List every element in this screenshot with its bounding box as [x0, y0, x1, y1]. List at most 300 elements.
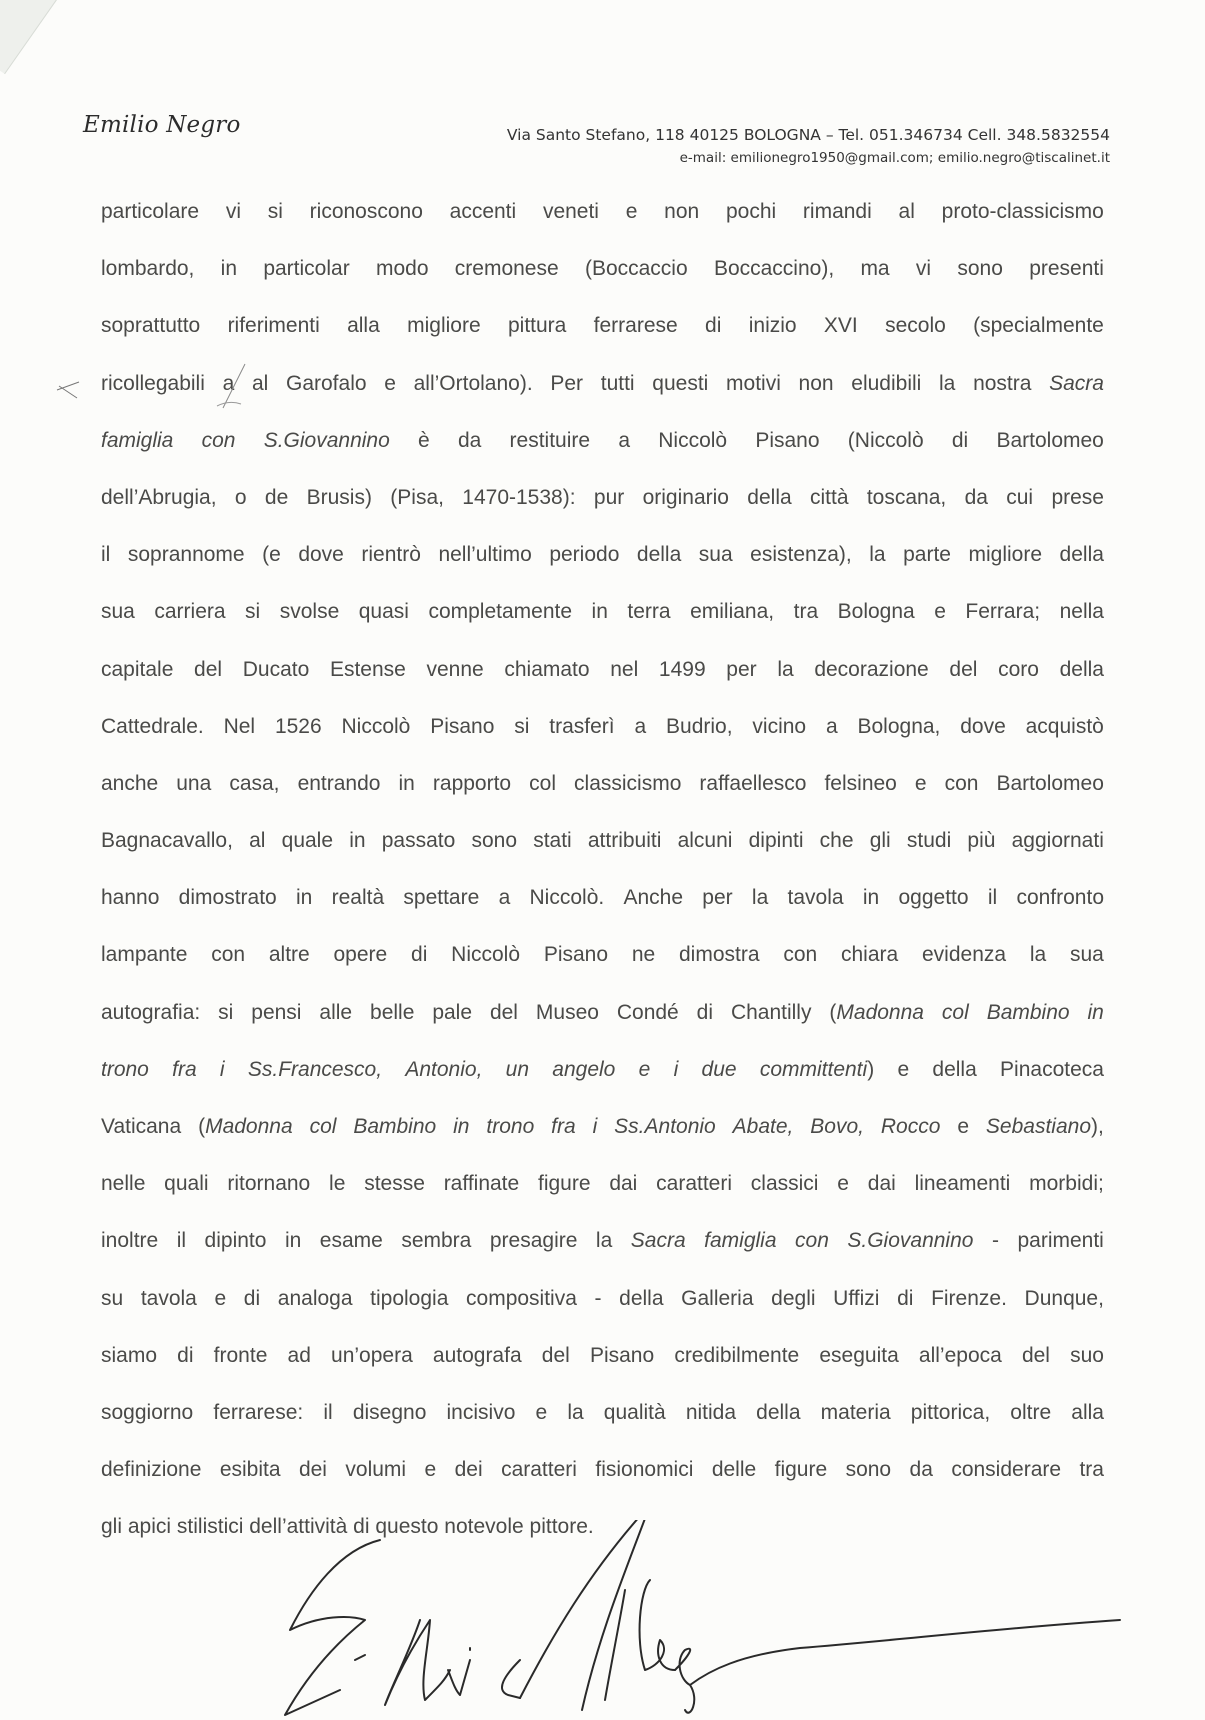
text-line [101, 199, 1104, 256]
word: nitida [685, 1400, 737, 1424]
word: analoga [277, 1286, 353, 1310]
word: soprannome [127, 543, 245, 567]
word: il [987, 886, 998, 910]
word: da [457, 428, 482, 452]
word: ferrarese [593, 314, 678, 338]
word: motivi [726, 371, 781, 395]
word: nell’ultimo [438, 543, 532, 567]
word: in [862, 886, 880, 910]
word: presagire [489, 1229, 578, 1253]
word: in [284, 1229, 302, 1253]
word: a [498, 886, 511, 910]
word: la [751, 886, 769, 910]
word: trono [101, 1057, 149, 1081]
word: carriera [154, 600, 226, 624]
word: fronte [213, 1343, 268, 1367]
word: Ducato [242, 657, 310, 681]
word: del [949, 657, 978, 681]
word: Chantilly [730, 1000, 812, 1024]
word: fra [172, 1057, 197, 1081]
word: di [696, 1000, 714, 1024]
word: Bagnacavallo, [101, 829, 233, 853]
word: Pisano [755, 428, 820, 452]
text-line [101, 828, 1104, 885]
word: Ss.Antonio [614, 1115, 716, 1138]
word: ad [287, 1343, 311, 1367]
word: considerare [951, 1458, 1062, 1482]
word: originario [642, 485, 729, 509]
word: 1470-1538): [462, 485, 576, 509]
word: suo [1070, 1343, 1104, 1367]
word: Brusis) [306, 485, 372, 509]
text-line [101, 771, 1104, 828]
word: e [424, 1458, 437, 1482]
text-line [101, 657, 1104, 714]
word: a [634, 714, 647, 738]
word: due [701, 1057, 737, 1081]
word: (Madonna [198, 1115, 293, 1138]
word: e [897, 1057, 910, 1081]
word: dove [298, 543, 344, 567]
word: Bartolomeo [996, 428, 1104, 452]
text-line [101, 542, 1104, 599]
word: parimenti [1017, 1229, 1104, 1253]
word: trasferì [549, 714, 615, 738]
word: emiliana, [690, 600, 775, 624]
word: vi [225, 200, 241, 223]
word: eludibili [851, 371, 922, 395]
word: trono [486, 1115, 535, 1138]
word: S.Giovannino [847, 1229, 974, 1253]
word: soggiorno [101, 1400, 194, 1424]
word: rientrò [361, 543, 421, 567]
word: col [309, 1115, 337, 1138]
word: di [705, 314, 722, 338]
word: con [795, 1229, 829, 1253]
word: a [618, 428, 630, 452]
word: stati [533, 829, 572, 853]
word: Ferrara; [965, 600, 1041, 624]
word: oltre [1010, 1400, 1052, 1424]
word: dei [298, 1458, 327, 1482]
text-line [101, 1286, 1104, 1343]
word: autografia: [101, 1000, 201, 1024]
word: delle [711, 1458, 757, 1482]
word: veneti [542, 200, 599, 223]
word: riferimenti [227, 314, 320, 338]
word: la [869, 543, 886, 567]
word: caratteri [656, 1172, 732, 1196]
word: con [211, 943, 246, 967]
text-line [101, 1343, 1104, 1400]
word: Museo [535, 1000, 599, 1024]
word: notevole [444, 1515, 524, 1539]
strikethrough-mark-icon [215, 362, 255, 412]
word: pittorica, [910, 1400, 991, 1424]
text-line [101, 256, 1104, 313]
word: e [638, 1057, 651, 1081]
word: in [295, 886, 313, 910]
word: vi [915, 257, 932, 281]
word: S.Giovannino [263, 428, 390, 452]
word: eseguita [819, 1343, 899, 1367]
word: gli [101, 1515, 123, 1539]
word: col [529, 771, 556, 795]
word: siamo [101, 1343, 158, 1367]
word: su [101, 1286, 124, 1310]
word: città [810, 485, 849, 509]
word: in [220, 257, 238, 281]
word: sua [698, 543, 733, 567]
word: in [453, 1115, 470, 1138]
text-line [101, 942, 1104, 999]
word: Bambino [986, 1000, 1070, 1024]
word: a [222, 371, 235, 395]
word: in [349, 829, 366, 853]
word: dell’attività [249, 1515, 348, 1539]
word: Boccaccino), [713, 257, 835, 281]
word: e [934, 600, 946, 624]
word: per [726, 657, 757, 681]
word: Bambino [353, 1115, 437, 1138]
word: Budrio, [666, 714, 733, 738]
word: con [944, 771, 979, 795]
word: a [825, 714, 838, 738]
word: 1499 [658, 657, 706, 681]
word: della [756, 1400, 801, 1424]
word: svolse [279, 600, 340, 624]
word: Sacra [1049, 371, 1104, 395]
word: della [619, 1286, 664, 1310]
word: entrando [297, 771, 381, 795]
text-line [101, 1400, 1104, 1457]
word: esibita [219, 1458, 281, 1482]
word: coro [998, 657, 1039, 681]
word: si [267, 200, 283, 223]
word: rimandi [802, 200, 872, 223]
word: toscana, [866, 485, 947, 509]
word: Niccolò. [529, 886, 605, 910]
word: Condé [616, 1000, 679, 1024]
word: il [101, 543, 111, 567]
word: si [245, 600, 261, 624]
word: Uffizi [833, 1286, 880, 1310]
word: dimostra [679, 943, 760, 967]
word: esame [319, 1229, 383, 1253]
word: sono [957, 257, 1003, 281]
word: morbidi; [1029, 1172, 1104, 1196]
word: riconoscono [309, 200, 423, 223]
word: non [664, 200, 700, 223]
word: nelle [101, 1172, 146, 1196]
word: Firenze. [931, 1286, 1007, 1310]
word: di [951, 428, 969, 452]
word: Pisano [543, 943, 609, 967]
word: rapporto [432, 771, 512, 795]
word: dei [454, 1458, 483, 1482]
word: belle [370, 1000, 415, 1024]
word: ritornano [227, 1172, 311, 1196]
word: venne [426, 657, 484, 681]
word: della [747, 485, 792, 509]
word: altre [268, 943, 310, 967]
word: raffaellesco [699, 771, 807, 795]
word: hanno [101, 886, 160, 910]
word: lombardo, [101, 257, 195, 281]
word: studi [906, 829, 952, 853]
word: la [567, 1400, 584, 1424]
word: (e [262, 543, 281, 567]
word: periodo [549, 543, 620, 567]
word: prese [1051, 485, 1104, 509]
word: tavola [140, 1286, 197, 1310]
word: migliore [968, 543, 1043, 567]
word: modo [375, 257, 429, 281]
word: alla [1071, 1400, 1104, 1424]
word: esistenza), [750, 543, 852, 567]
word: Bologna [837, 600, 915, 624]
word: quale [281, 829, 334, 853]
word: passato [381, 829, 456, 853]
word: de [264, 485, 289, 509]
word: (Boccaccio [584, 257, 688, 281]
word: il [176, 1229, 187, 1253]
word: Pisano [430, 714, 495, 738]
word: particolare [101, 200, 200, 223]
word: più [967, 829, 996, 853]
word: Estense [329, 657, 406, 681]
word: di [411, 943, 428, 967]
word: è [418, 428, 430, 452]
word: stilistici [176, 1515, 244, 1539]
word: casa, [229, 771, 280, 795]
word: attribuiti [587, 829, 662, 853]
word: famiglia [101, 428, 174, 452]
word: (specialmente [973, 314, 1104, 338]
word: del [541, 1343, 570, 1367]
word: incisivo [446, 1400, 516, 1424]
word: autografa [432, 1343, 522, 1367]
handwritten-signature [280, 1520, 1130, 1720]
text-line [101, 1457, 1104, 1514]
word: nel [610, 657, 639, 681]
word: di [353, 1515, 370, 1539]
word: gli [869, 829, 891, 853]
word: angelo [552, 1057, 616, 1081]
word: credibilmente [674, 1343, 800, 1367]
word: inizio [748, 314, 797, 338]
folded-page-corner [0, 0, 62, 74]
word: da [964, 485, 988, 509]
word: pittore. [529, 1515, 594, 1539]
word: al [249, 829, 266, 853]
word: la [595, 1229, 613, 1253]
word: Bovo, [810, 1115, 864, 1138]
word: un [505, 1057, 530, 1081]
word: Pinacoteca [1000, 1057, 1104, 1081]
word: Antonio, [405, 1057, 483, 1081]
word: raffinate [443, 1172, 520, 1196]
letterhead-contact [507, 124, 1110, 170]
word: classici [750, 1172, 819, 1196]
word: pochi [725, 200, 777, 223]
word: Bartolomeo [996, 771, 1104, 795]
letterhead-address: Via Santo Stefano, 118 40125 BOLOGNA – Tel. 051.346734 Cell. 348.5832554 [506, 126, 1110, 144]
word: sono [845, 1458, 892, 1482]
text-line [101, 885, 1104, 942]
word: figure [774, 1458, 828, 1482]
word: vicino [752, 714, 807, 738]
word: stesse [364, 1172, 425, 1196]
word: sua [101, 600, 135, 624]
word: definizione [101, 1458, 202, 1482]
word: secolo [885, 314, 946, 338]
word: Niccolò [451, 943, 521, 967]
word: dai [867, 1172, 896, 1196]
word: e [625, 200, 638, 223]
word: col [941, 1000, 969, 1024]
word: qualità [603, 1400, 666, 1424]
word: i [219, 1057, 225, 1081]
word: proto-classicismo [941, 200, 1104, 223]
word: classicismo [574, 771, 682, 795]
word: nella [1059, 600, 1104, 624]
word: degli [771, 1286, 816, 1310]
word: tipologia [370, 1286, 449, 1310]
word: per [702, 886, 733, 910]
word: apici [127, 1515, 172, 1539]
word: Per [550, 371, 584, 395]
word: disegno [352, 1400, 427, 1424]
word: quasi [358, 600, 409, 624]
word: tra [1079, 1458, 1104, 1482]
word: spettare [403, 886, 480, 910]
letterhead-name: Emilio Negro [83, 112, 241, 138]
word: in [1087, 1000, 1104, 1024]
word: dove [960, 714, 1006, 738]
word: evidenza [921, 943, 1007, 967]
word: e [214, 1286, 227, 1310]
text-line [101, 714, 1104, 771]
text-line [101, 599, 1104, 656]
word: Vaticana [101, 1115, 182, 1138]
word: ne [631, 943, 656, 967]
word: Niccolò [658, 428, 728, 452]
word: Nel [223, 714, 256, 738]
word: dipinto [204, 1229, 267, 1253]
word: cremonese [454, 257, 559, 281]
word: o [234, 485, 247, 509]
word: ricollegabili [101, 371, 205, 395]
word: confronto [1016, 886, 1104, 910]
word: - [991, 1229, 999, 1253]
word: le [329, 1172, 346, 1196]
text-line [101, 485, 1104, 542]
word: completamente [428, 600, 573, 624]
margin-x-mark-icon [55, 378, 81, 400]
letterhead-email: e-mail: emilionegro1950@gmail.com; emilio.negro@tiscalinet.it [679, 150, 1110, 166]
word: della [636, 543, 682, 567]
word: presenti [1029, 257, 1104, 281]
word: figure [537, 1172, 591, 1196]
word: Anche [623, 886, 684, 910]
word: fisionomici [595, 1458, 694, 1482]
word: felsineo [824, 771, 897, 795]
word: questi [652, 371, 709, 395]
word: un’opera [331, 1343, 413, 1367]
word: con [201, 428, 236, 452]
word: migliore [407, 314, 481, 338]
word: della [1059, 657, 1104, 681]
word: tavola [787, 886, 844, 910]
word: alla [347, 314, 380, 338]
word: chiamato [504, 657, 590, 681]
word: da [909, 1458, 933, 1482]
word: dipinti [748, 829, 804, 853]
word: Rocco [880, 1115, 941, 1138]
word: sua [1070, 943, 1104, 967]
word: oggetto [898, 886, 969, 910]
word: caratteri [501, 1458, 577, 1482]
word: pale [432, 1000, 473, 1024]
text-line [101, 428, 1104, 485]
word: all’epoca [918, 1343, 1002, 1367]
word: volumi [345, 1458, 407, 1482]
word: tutti [600, 371, 635, 395]
word: ferrarese: [213, 1400, 304, 1424]
word: e [384, 371, 396, 395]
word: Pisano [589, 1343, 655, 1367]
word: al [898, 200, 915, 223]
word: soprattutto [101, 314, 201, 338]
word: lineamenti [914, 1172, 1011, 1196]
word: pensi [251, 1000, 302, 1024]
word: anche [101, 771, 159, 795]
text-line [101, 1171, 1104, 1228]
word: (Pisa, [390, 485, 444, 509]
word: lampante [101, 943, 188, 967]
word: Dunque, [1024, 1286, 1104, 1310]
word: inoltre [101, 1229, 159, 1253]
word: la [939, 371, 956, 395]
text-line [101, 1000, 1104, 1057]
word: i [592, 1115, 598, 1138]
word: Sebastiano), [985, 1115, 1104, 1138]
word: Garofalo [286, 371, 367, 395]
word: capitale [101, 657, 174, 681]
word: XVI [823, 314, 858, 338]
word: Abate, [732, 1115, 794, 1138]
word: pittura [507, 314, 567, 338]
word: cui [1006, 485, 1034, 509]
word: una [176, 771, 212, 795]
word: (Niccolò [847, 428, 924, 452]
word: famiglia [704, 1229, 777, 1253]
word: di [177, 1343, 194, 1367]
word: committenti) [759, 1057, 875, 1081]
word: la [1029, 943, 1047, 967]
word: restituire [509, 428, 591, 452]
word: del [489, 1000, 518, 1024]
word: con [783, 943, 818, 967]
word: Niccolò [341, 714, 411, 738]
text-line [101, 1114, 1104, 1171]
word: decorazione [814, 657, 929, 681]
word: opere [333, 943, 388, 967]
word: compositiva [466, 1286, 577, 1310]
word: pur [593, 485, 625, 509]
word: chiara [840, 943, 899, 967]
